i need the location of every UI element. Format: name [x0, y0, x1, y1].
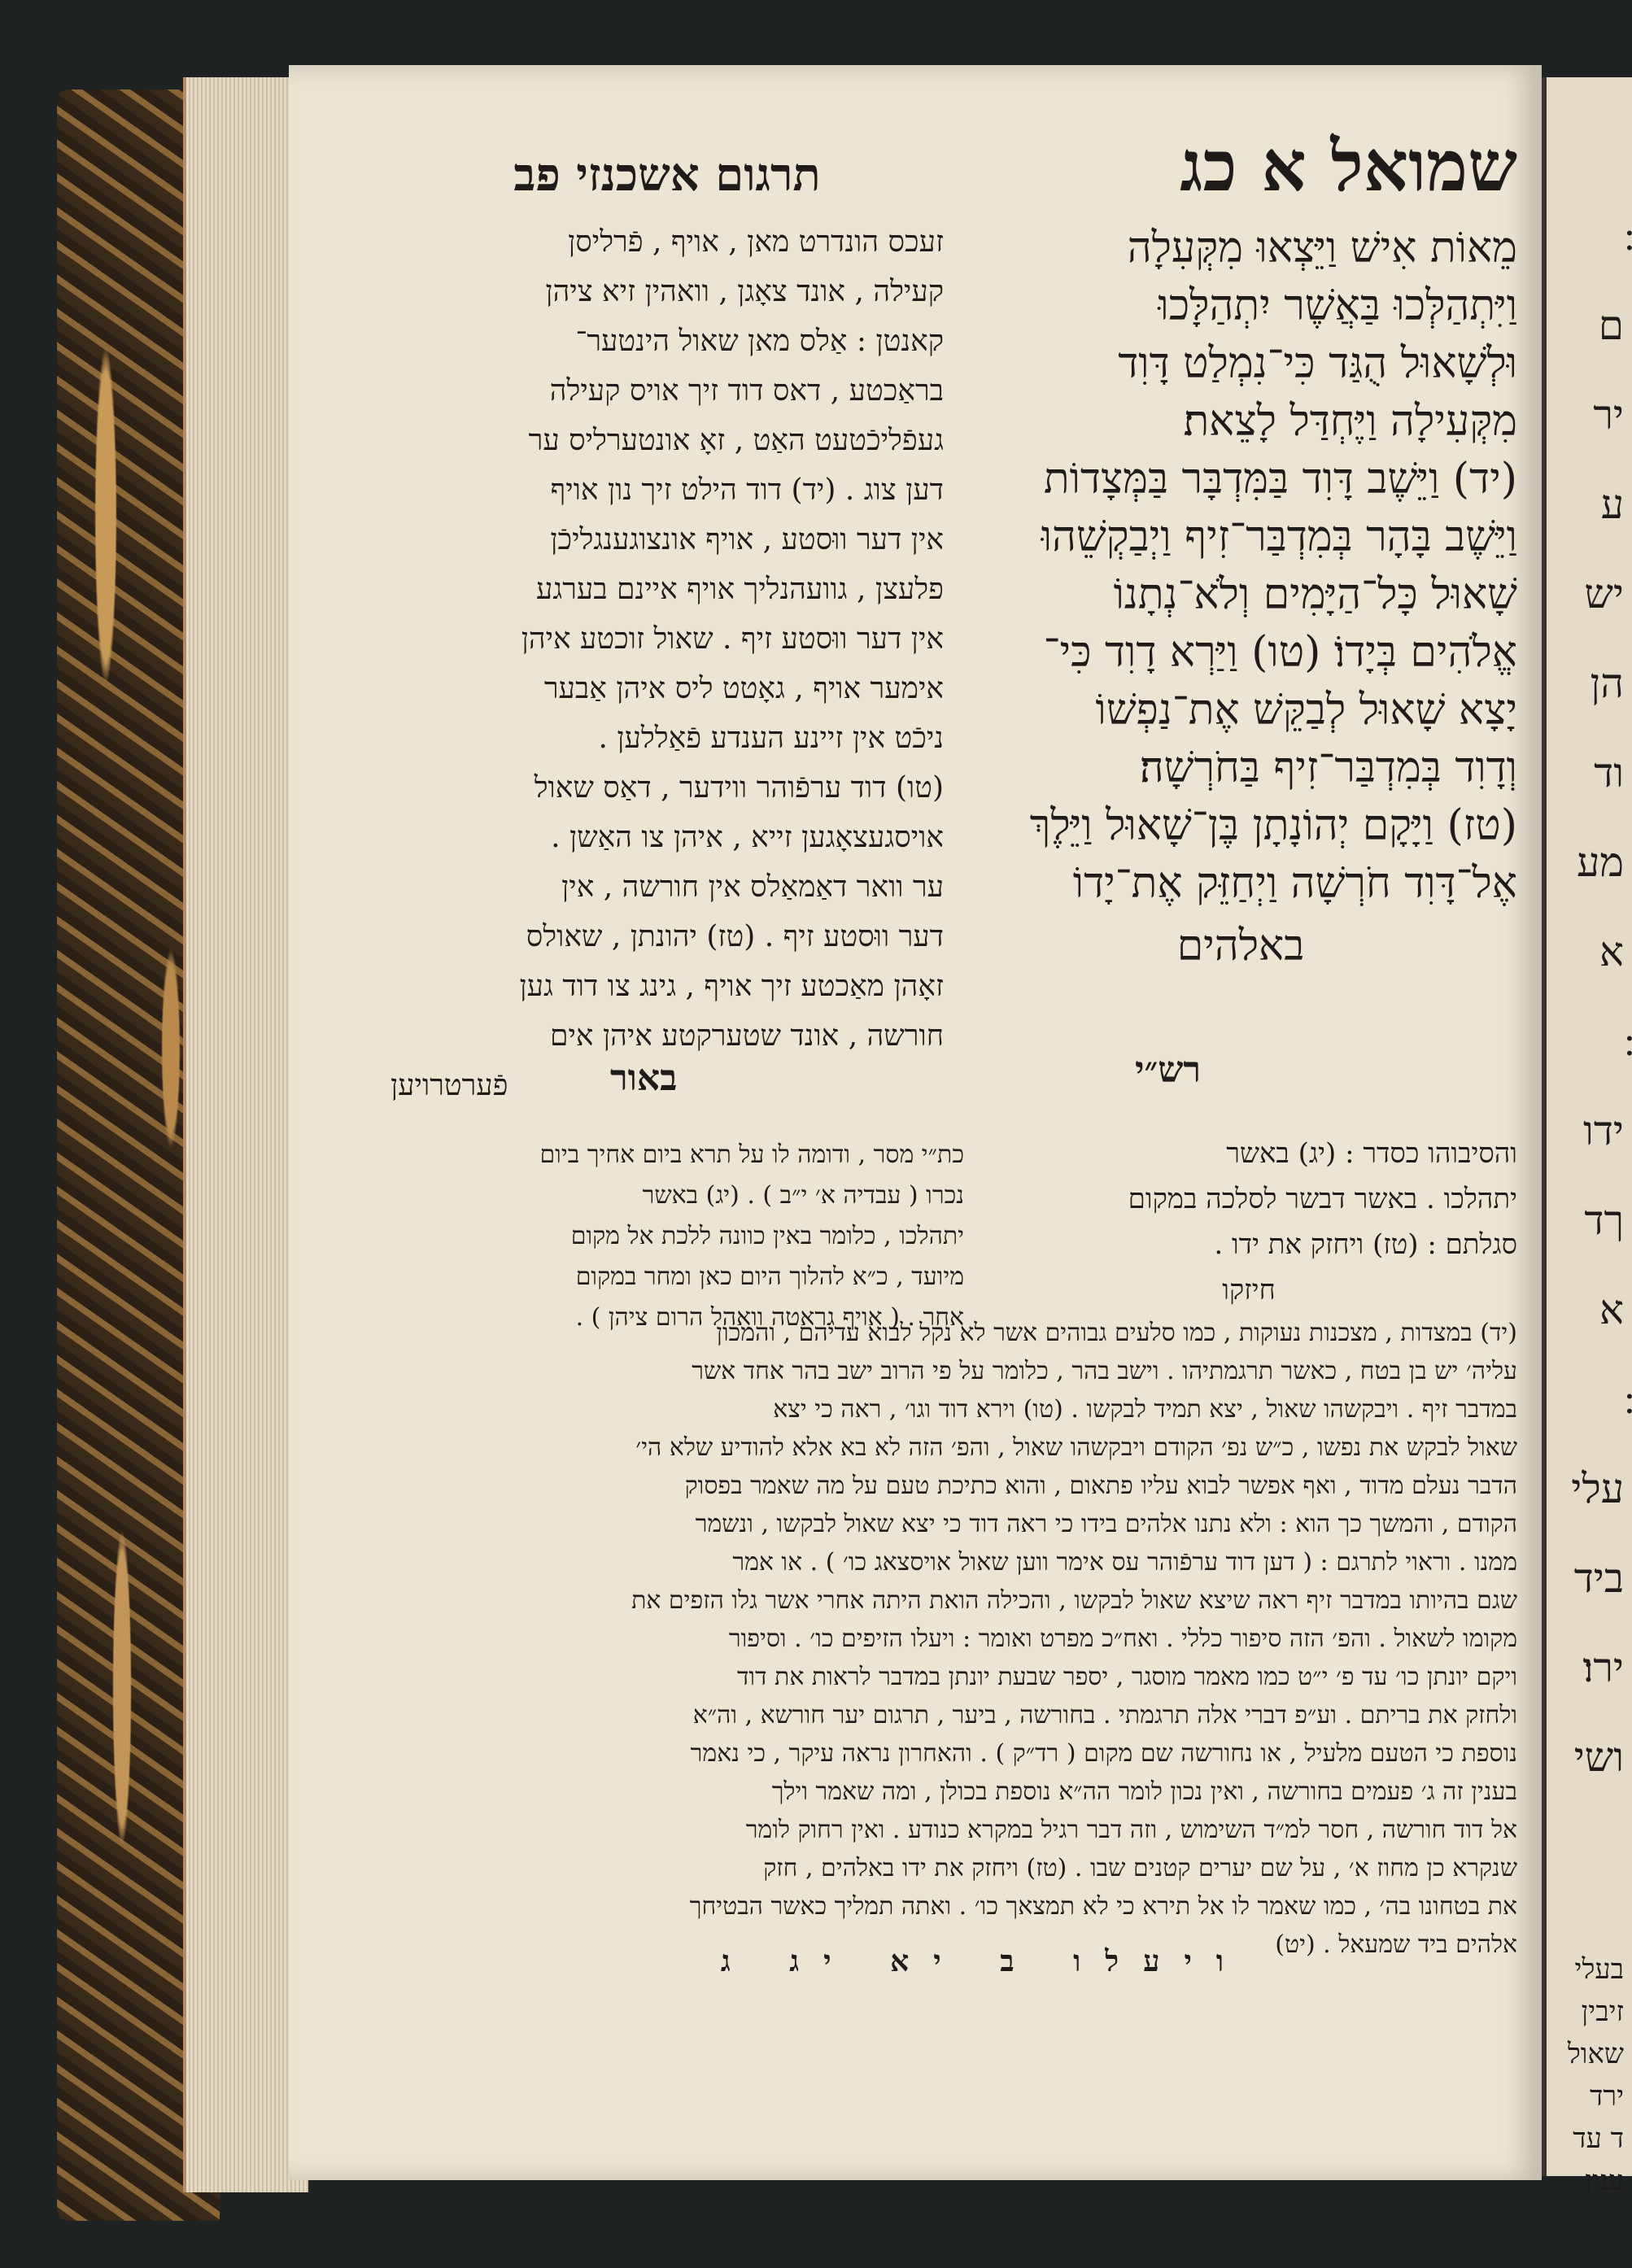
facing-glyph: מע	[1577, 839, 1624, 886]
scripture-text	[964, 220, 1517, 975]
scripture-line: וַיִּתְהַלְּכוּ בַּאֲשֶׁר יִתְהַלָּכוּ	[1158, 281, 1517, 330]
scripture-line: (טז) וַיָּקָם יְהוֹנָתָן בֶּן־שָׁאוּל וַיֵּלֶךְ	[1029, 801, 1517, 850]
facing-glyph: ירו׃	[1582, 1644, 1624, 1691]
scripture-line: מֵאוֹת אִישׁ וַיֵּצְאוּ מִקְּעִלָה	[1127, 224, 1517, 273]
scripture-line-end: באלהים	[1176, 922, 1305, 970]
biur-line: מיועד , כ״א להלוך היום כאן ומחר במקום	[575, 1263, 964, 1291]
commentary-line: נוספת כי הטעם מלעיל , או נחורשה שם מקום ( רד״ק ) . והאחרון נראה עיקר , כי נאמר	[690, 1739, 1517, 1768]
rashi-line: חיזקו	[1222, 1274, 1276, 1306]
targum-column	[391, 142, 944, 1110]
commentary-line: שנקרא כן מחוז א׳ , על שם יערים קטנים שבו . (טז) ויחזק את ידו באלהים , חזק	[763, 1854, 1517, 1882]
targum-line: קעילה , אונד צאָגן , וואהין זיא ציהן	[545, 275, 944, 308]
targum-line: געפֿליכֿטעט האַט , זאָ אונטערליס ער	[528, 424, 944, 457]
facing-glyph	[1547, 191, 1624, 281]
running-header-book-chapter: שמואל א כג	[1180, 125, 1517, 207]
facing-glyph: הן	[1590, 660, 1624, 707]
biur-commentary	[395, 1135, 964, 1338]
biur-line: נכרו ( עבדיה א׳ י״ב ) . (יג) באשר	[642, 1181, 964, 1210]
scripture-column	[964, 122, 1517, 975]
scripture-line: מִקְּעִילָה וַיֶּחְדַּל לָצֵאת׃	[1183, 397, 1517, 446]
scripture-line: וּלְשָׁאוּל הֻגַּד כִּי־נִמְלַט דָּוִד	[1118, 339, 1517, 388]
targum-line: קאנטן : אַלס מאן שאול הינטער־	[575, 325, 944, 358]
scripture-line: שָׁאוּל כָּל־הַיָּמִים וְלֹא־נְתָנוֹ	[1113, 570, 1517, 619]
targum-line: ער וואר דאַמאַלס אין חורשה , אין	[561, 870, 944, 904]
biur-heading: באור	[610, 1058, 678, 1099]
commentary-line: הקודם , והמשך כך הוא : ולא נתנו אלהים בידו כי ראה דוד כי יצא שאול לבקשו , ונשמר	[695, 1510, 1517, 1538]
targum-line: זעכס הונדרט מאן , אויף , פֿרליסן	[568, 225, 944, 259]
targum-line: אויסגעצאָגען זייא , איהן צו האַשן .	[551, 821, 944, 854]
commentary-line: אל דוד חורשה , חסר למ״ד השימוש , וזה דבר רגיל במקרא כנודע . ואין רחוק לומר	[745, 1816, 1517, 1844]
facing-page-text	[1547, 77, 1632, 1802]
facing-glyph: ךד	[1584, 1197, 1624, 1244]
targum-line: חורשה , אונד שטערקטע איהן אים	[550, 1019, 944, 1053]
targum-text	[391, 217, 944, 1110]
facing-glyph: א	[1599, 1286, 1624, 1333]
targum-line: (טו) דוד ערפֿוהר ווידער , דאַס שאול	[534, 771, 944, 805]
targum-line: ניכֿט אין זיינע הענדע פֿאַללען .	[598, 722, 944, 755]
facing-glyph: יש	[1584, 570, 1624, 617]
commentary-line: עליה׳ יש בן בטח , כאשר תרגמתיהו . וישב בהר , כלומר על פי הרוב ישב בהר אחד אשר	[692, 1357, 1517, 1385]
facing-glyph: ושי	[1573, 1734, 1624, 1781]
commentary-line: הדבר נעלם מדוד , ואף אפשר לבוא עליו פתאום , והוא כתיכת טעם על מה שאמר בפסוק	[684, 1472, 1517, 1500]
biur-commentary-continued	[386, 1314, 1517, 1964]
catchword-line: ויעלו ב יא יג ג	[720, 1944, 1249, 1978]
commentary-line: אלהים ביד שמעאל . (יט)	[1275, 1930, 1517, 1959]
facing-glyph: ד עד	[1573, 2122, 1624, 2155]
rashi-line: והסיבוהו כסדר : (יג) באשר	[1226, 1137, 1517, 1170]
commentary-line: ממנו . וראוי לתרגם : ( דען דוד ערפֿוהר עס אימר ווען שאול אויסצאג כו׳ ) . או אמר	[732, 1548, 1517, 1577]
rashi-line: סגלתם : (טז) ויחזק את ידו .	[1214, 1228, 1517, 1261]
facing-glyph: ענין	[1585, 2165, 1624, 2197]
commentary-line: במדבר זיף . ויבקשהו שאול , יצא תמיד לבקשו . (טו) וירא דוד וגו׳ , ראה כי יצא	[773, 1395, 1517, 1424]
commentary-line: בענין זה ג׳ פעמים בחורשה , ואין נכון לומר הה״א נוספת בכולן , ומה שאמר וילך	[771, 1777, 1517, 1806]
targum-line: פֿערטרויען	[391, 1069, 508, 1102]
facing-glyph	[1547, 997, 1624, 1086]
facing-glyph	[1547, 1354, 1624, 1444]
facing-glyph: זיבין	[1581, 1995, 1624, 2028]
targum-line: דער ווּסטע זיף . (טז) יהונתן , שאולס	[526, 920, 944, 953]
commentary-line: שגם בהיותו במדבר זיף ראה שיצא שאול לבקשו , והכילה הואת היתה אחרי אשר גלו הזפים את	[631, 1586, 1517, 1615]
facing-glyph: ם	[1598, 302, 1624, 349]
running-header-targum: תרגום אשכנזי פב	[513, 148, 821, 202]
targum-line: דען צוג . (יד) דוד הילט זיך נון אויף	[550, 473, 944, 507]
facing-page-text-bottom	[1568, 1834, 1632, 2202]
facing-glyph: שאול	[1567, 2038, 1624, 2070]
facing-glyph: ידו	[1583, 1107, 1624, 1154]
targum-line: אין דער ווּסטע זיף . שאול זוכטע איהן	[521, 622, 944, 656]
targum-line: בראַכטע , דאס דוד זיך אויס קעילה	[549, 374, 944, 408]
commentary-line: ולחזק את בריתם . וע״פ דברי אלה תרגמתי . בחורשה , ביער , תרגום יער חורשא , וה״א	[692, 1701, 1517, 1729]
facing-glyph: ביד	[1573, 1555, 1624, 1602]
biur-line: יתהלכו , כלומר באין כוונה ללכת אל מקום	[570, 1222, 964, 1250]
rashi-heading: רש״י	[1135, 1049, 1202, 1091]
targum-line: אימער אויף , גאָטט ליס איהן אַבער	[543, 672, 944, 705]
biur-line: כת״י מסר , ודומה לו על תרא ביום אחיך ביום	[539, 1141, 964, 1169]
biur-line: אחר . ( אויף גראטה וואהל הרום ציהן ) .	[575, 1303, 964, 1332]
facing-glyph: וד	[1594, 749, 1624, 796]
scripture-line: וַיֵּשֶׁב בָּהָר בְּמִדְבַּר־זִיף וַיְבַקְשֵׁהוּ	[1041, 512, 1517, 561]
commentary-line: (יד) במצדות , מצכנות נעוקות , כמו סלעים גבוהים אשר לא נקל לבוא עדיהם , והמכון	[716, 1319, 1517, 1347]
facing-page-edge	[1542, 77, 1632, 2197]
commentary-line: מקומו לשאול . והפ׳ הזה סיפור כללי . ואח״כ מפרט ואומר : ויעלו הזיפים כו׳ . וסיפור	[728, 1625, 1517, 1653]
facing-glyph: א	[1599, 928, 1624, 975]
targum-line: פלעצן , גוועהנליך אויף איינם בערגע	[535, 573, 944, 606]
targum-line: אין דער ווּסטע , אויף אונצוגענגליכֿן	[550, 523, 944, 556]
rashi-commentary	[980, 1131, 1517, 1313]
commentary-line: את בטחונו בה׳ , כמו שאמר לו אל תירא כי לא תמצאך כו׳ . ואתה תמליך כאשר הבטיחך	[689, 1892, 1517, 1921]
targum-line: זאָהן מאַכטע זיך אויף , גינג צו דוד גען	[519, 970, 944, 1003]
facing-glyph: ע	[1600, 481, 1624, 528]
facing-glyph: עלי	[1571, 1465, 1624, 1512]
scripture-line: אֱלֹהִים בְּיָדוֹ׃ (טו) וַיַּרְא דָוִד כִּי־	[1043, 628, 1517, 677]
facing-glyph: יר	[1593, 391, 1624, 438]
facing-glyph: ירד	[1590, 2080, 1624, 2113]
commentary-line: שאול לבקש את נפשו , כ״ש נפ׳ הקודם ויבקשהו שאול , והפ׳ הזה לא בא אלא להודיע שלא הי׳	[635, 1433, 1517, 1462]
facing-glyph: בעלי	[1574, 1953, 1624, 1986]
scripture-line: אֶל־דָּוִד חֹרְשָׁה וַיְחַזֵּק אֶת־יָדוֹ	[1072, 859, 1517, 908]
rashi-line: יתהלכו . באשר דבשר לסלכה במקום	[1128, 1183, 1517, 1215]
scripture-line: יָצָא שָׁאוּל לְבַקֵּשׁ אֶת־נַפְשׁוֹ	[1095, 686, 1517, 735]
scripture-line: (יד) וַיֵּשֶׁב דָּוִד בַּמִּדְבָּר בַּמְּצָדוֹת	[1043, 455, 1517, 504]
commentary-line: ויקם יונתן כו׳ עד פ׳ י״ט כמו מאמר מוסגר , יספר שבעת יונתן במדבר לראות את דוד	[736, 1663, 1517, 1691]
scripture-line: וְדָוִד בְּמִדְבַּר־זִיף בַּחֹרְשָׁה׃	[1139, 744, 1517, 792]
